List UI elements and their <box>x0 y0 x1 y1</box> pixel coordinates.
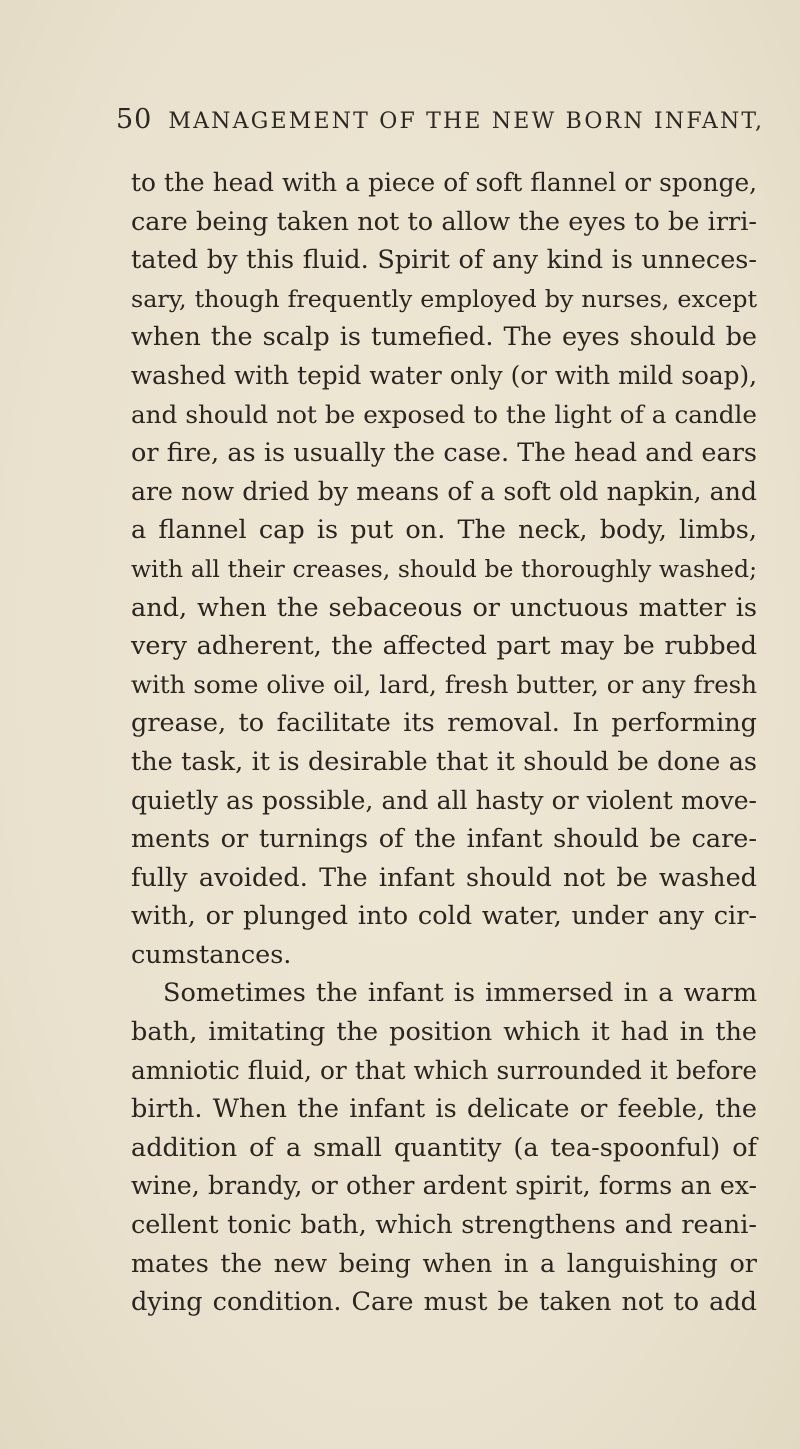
text-line: birth. When the infant is delicate or feeble, the <box>131 1094 757 1125</box>
text-line: and, when the sebaceous or unctuous matter is <box>131 592 757 623</box>
text-line: sary, though frequently employed by nurses, except <box>131 284 757 313</box>
text-line: addition of a small quantity (a tea-spoonful) of <box>131 1132 757 1163</box>
page-number: 50 <box>116 104 153 135</box>
body-text <box>131 164 757 1322</box>
text-line: to the head with a piece of soft flannel or sponge, <box>131 168 757 197</box>
text-line: ments or turnings of the infant should be care- <box>131 824 757 855</box>
text-line: Sometimes the infant is immersed in a warm <box>163 978 757 1009</box>
text-line: when the scalp is tumefied. The eyes should be <box>131 322 757 353</box>
text-line: washed with tepid water only (or with mild soap), <box>131 360 757 390</box>
text-line: a flannel cap is put on. The neck, body, limbs, <box>131 515 757 546</box>
text-line: with some olive oil, lard, fresh butter, or any fresh <box>131 669 757 699</box>
text-line: are now dried by means of a soft old napkin, and <box>131 476 757 506</box>
text-line: quietly as possible, and all hasty or violent move- <box>131 785 757 815</box>
text-line: tated by this fluid. Spirit of any kind is unneces- <box>131 245 757 276</box>
text-line: very adherent, the affected part may be rubbed <box>131 631 757 662</box>
text-line: wine, brandy, or other ardent spirit, forms an ex- <box>131 1171 757 1201</box>
text-line: the task, it is desirable that it should be done as <box>131 746 757 777</box>
text-line: dying condition. Care must be taken not to add <box>131 1287 757 1318</box>
text-line: with, or plunged into cold water, under any cir- <box>131 901 757 932</box>
running-head <box>116 104 765 144</box>
running-title: MANAGEMENT OF THE NEW BORN INFANT, <box>168 109 765 134</box>
text-line: cellent tonic bath, which strengthens and reani- <box>131 1210 757 1241</box>
text-line: or fire, as is usually the case. The head and ears <box>131 438 757 469</box>
text-line: mates the new being when in a languishing or <box>131 1248 757 1279</box>
text-line: cumstances. <box>131 939 292 970</box>
text-line: grease, to facilitate its removal. In performing <box>131 708 757 739</box>
text-line: amniotic fluid, or that which surrounded it before <box>131 1055 757 1085</box>
text-line: bath, imitating the position which it had in the <box>131 1017 757 1048</box>
text-line: care being taken not to allow the eyes to be irri- <box>131 206 757 237</box>
text-line: and should not be exposed to the light of a candle <box>131 399 757 429</box>
text-line: fully avoided. The infant should not be washed <box>131 862 757 893</box>
text-line: with all their creases, should be thoroughly washed; <box>131 554 757 583</box>
